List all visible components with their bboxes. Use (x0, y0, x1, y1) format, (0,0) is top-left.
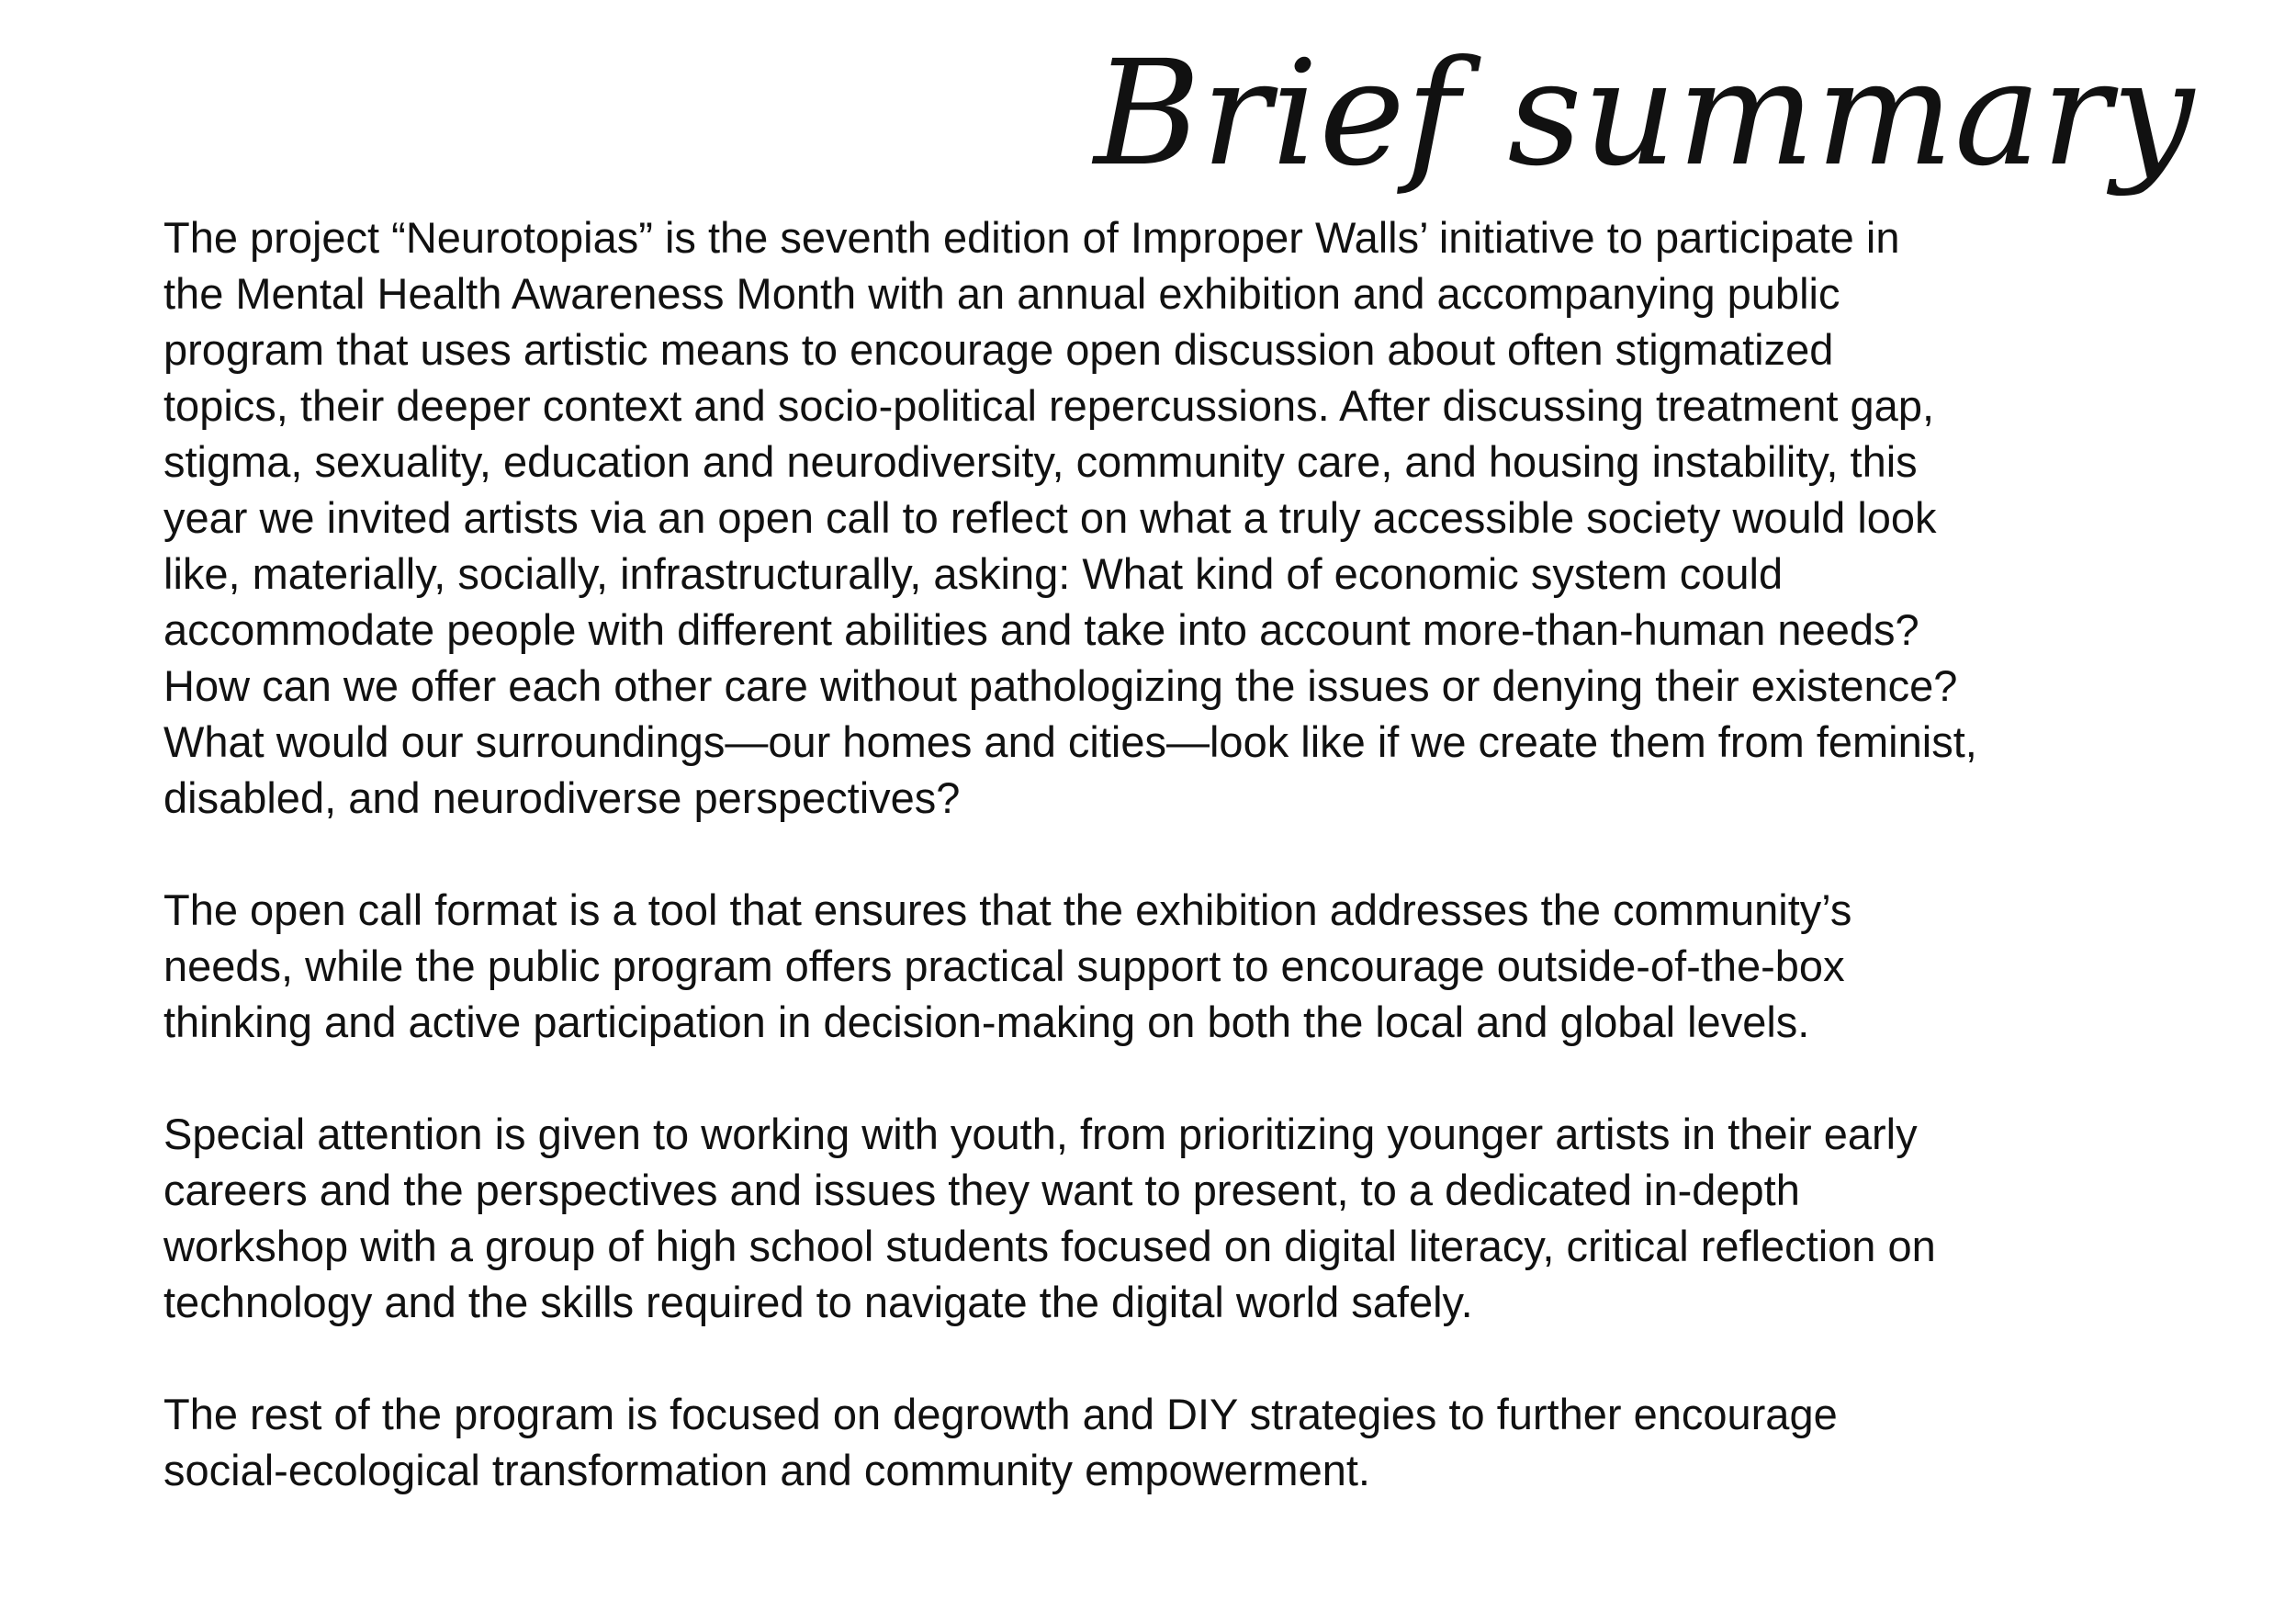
paragraph-line: The open call format is a tool that ensures that the exhibition addresses the community’s (163, 885, 1852, 934)
page-title: Brief summary (1094, 29, 2195, 198)
summary-paragraph-1 (163, 209, 2239, 826)
summary-paragraph-4 (163, 1386, 2239, 1498)
paragraph-line: What would our surroundings—our homes and cities—look like if we create them from feminist, (163, 717, 1977, 766)
paragraph-line: program that uses artistic means to encourage open discussion about often stigmatized (163, 325, 1834, 374)
summary-paragraph-3 (163, 1106, 2239, 1330)
summary-body (163, 209, 2239, 1498)
paragraph-line: social-ecological transformation and community empowerment. (163, 1446, 1370, 1494)
paragraph-line: topics, their deeper context and socio-political repercussions. After discussing treatment gap, (163, 381, 1935, 430)
paragraph-line: needs, while the public program offers practical support to encourage outside-of-the-box (163, 941, 1845, 990)
paragraph-line: like, materially, socially, infrastructurally, asking: What kind of economic system could (163, 549, 1784, 598)
paragraph-line: workshop with a group of high school students focused on digital literacy, critical reflection on (163, 1222, 1936, 1270)
paragraph-line: technology and the skills required to navigate the digital world safely. (163, 1278, 1473, 1326)
paragraph-line: year we invited artists via an open call to reflect on what a truly accessible society would look (163, 493, 1937, 542)
paragraph-line: How can we offer each other care without pathologizing the issues or denying their existence? (163, 661, 1958, 710)
paragraph-line: careers and the perspectives and issues they want to present, to a dedicated in-depth (163, 1166, 1800, 1214)
paragraph-line: accommodate people with different abilities and take into account more-than-human needs? (163, 605, 1919, 654)
paragraph-line: The rest of the program is focused on degrowth and DIY strategies to further encourage (163, 1390, 1838, 1438)
paragraph-line: disabled, and neurodiverse perspectives? (163, 773, 961, 822)
summary-paragraph-2 (163, 882, 2239, 1050)
paragraph-line: the Mental Health Awareness Month with an annual exhibition and accompanying public (163, 269, 1840, 318)
paragraph-line: Special attention is given to working with youth, from prioritizing younger artists in their early (163, 1110, 1918, 1158)
paragraph-line: thinking and active participation in decision-making on both the local and global levels. (163, 997, 1810, 1046)
paragraph-line: The project “Neurotopias” is the seventh edition of Improper Walls’ initiative to participate in (163, 213, 1900, 262)
paragraph-line: stigma, sexuality, education and neurodiversity, community care, and housing instability, this (163, 437, 1918, 486)
